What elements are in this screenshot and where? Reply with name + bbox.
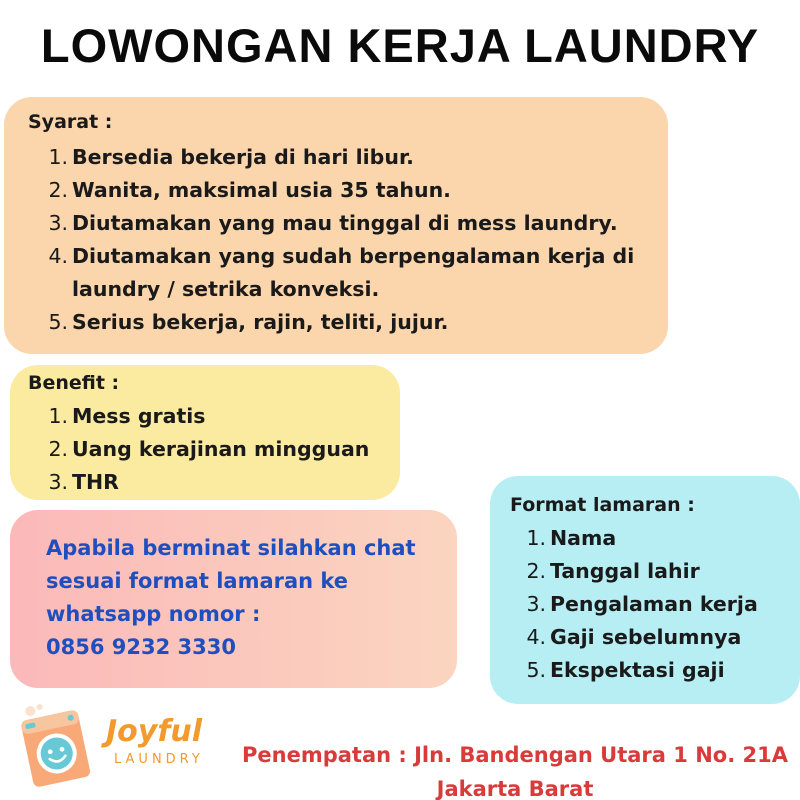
list-item	[44, 433, 382, 466]
list-item-text: Serius bekerja, rajin, teliti, jujur.	[72, 310, 449, 334]
list-item-text: Mess gratis	[72, 404, 206, 428]
list-item	[522, 555, 780, 588]
benefit-heading: Benefit :	[28, 372, 120, 394]
list-item-text: Tanggal lahir	[550, 559, 700, 583]
placement-address: Penempatan : Jln. Bandengan Utara 1 No. 21A Jakarta Barat	[242, 743, 788, 800]
list-item-number: 1.	[526, 526, 546, 550]
list-item-text: Bersedia bekerja di hari libur.	[72, 145, 414, 169]
list-item-number: 3.	[48, 211, 68, 235]
list-item-number: 1.	[48, 404, 68, 428]
list-item	[522, 654, 780, 687]
list-item-text: Nama	[550, 526, 617, 550]
list-item	[44, 240, 644, 306]
list-item	[522, 621, 780, 654]
list-item	[44, 400, 382, 433]
list-item-number: 5.	[48, 310, 68, 334]
logo-wordmark: Joyful	[106, 714, 203, 749]
list-item	[44, 174, 644, 207]
list-item-text: Uang kerajinan mingguan	[72, 437, 370, 461]
list-item	[522, 588, 780, 621]
list-item-number: 1.	[48, 145, 68, 169]
syarat-heading: Syarat :	[28, 111, 113, 133]
list-item-text: Diutamakan yang sudah berpengalaman kerja di laundry / setrika konveksi.	[72, 244, 635, 301]
list-item-text: Diutamakan yang mau tinggal di mess laundry.	[72, 211, 618, 235]
syarat-card	[4, 97, 668, 354]
contact-card	[10, 510, 457, 688]
list-item	[44, 207, 644, 240]
logo	[18, 700, 238, 790]
list-item-number: 3.	[48, 470, 68, 494]
list-item-number: 4.	[526, 625, 546, 649]
benefit-card	[10, 365, 400, 500]
list-item-text: THR	[72, 470, 119, 494]
format-lamaran-list	[510, 522, 780, 687]
logo-subtitle: LAUNDRY	[114, 752, 204, 767]
list-item-number: 2.	[48, 437, 68, 461]
benefit-list	[28, 400, 382, 499]
list-item	[44, 141, 644, 174]
contact-text: Apabila berminat silahkan chat sesuai format lamaran ke whatsapp nomor : 0856 9232 3330	[46, 536, 416, 659]
list-item-text: Wanita, maksimal usia 35 tahun.	[72, 178, 451, 202]
list-item	[522, 522, 780, 555]
list-item-text: Gaji sebelumnya	[550, 625, 742, 649]
list-item-number: 5.	[526, 658, 546, 682]
syarat-list	[28, 141, 644, 339]
list-item-number: 4.	[48, 244, 68, 268]
list-item	[44, 466, 382, 499]
list-item-number: 3.	[526, 592, 546, 616]
format-lamaran-heading: Format lamaran :	[510, 494, 695, 516]
format-lamaran-card	[490, 476, 800, 704]
washing-machine-icon	[18, 700, 98, 790]
list-item-text: Ekspektasi gaji	[550, 658, 725, 682]
list-item-text: Pengalaman kerja	[550, 592, 758, 616]
list-item	[44, 306, 644, 339]
list-item-number: 2.	[48, 178, 68, 202]
page-title: LOWONGAN KERJA LAUNDRY	[40, 19, 760, 72]
list-item-number: 2.	[526, 559, 546, 583]
